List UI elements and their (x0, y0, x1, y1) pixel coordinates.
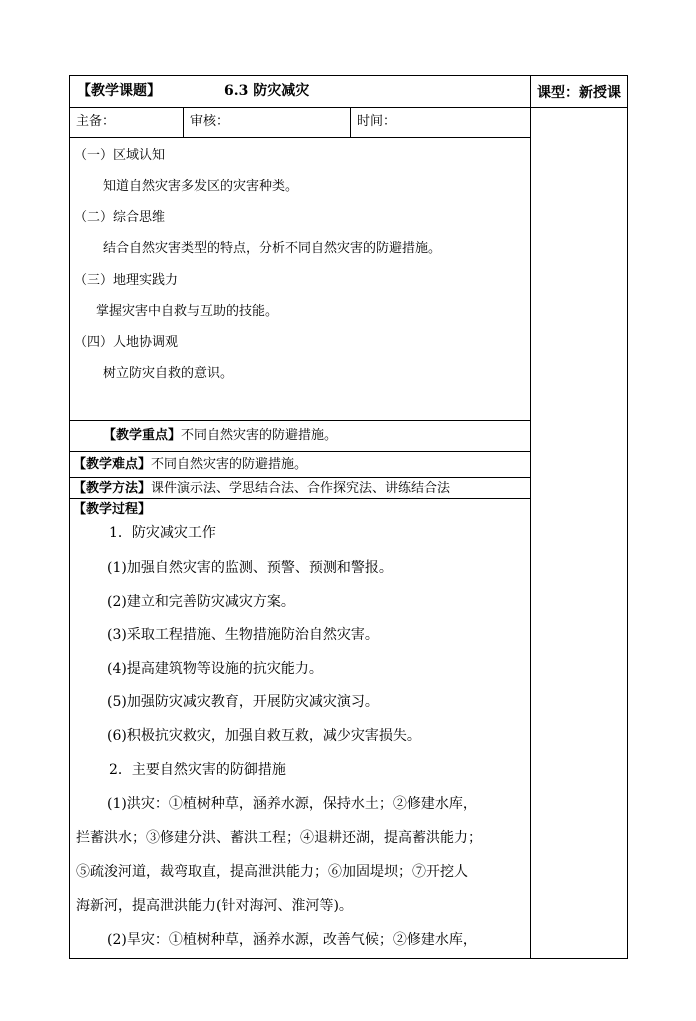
table-rule (69, 451, 530, 452)
table-border-bottom (69, 958, 628, 959)
process-item: (6)积极抗灾救灾，加强自救互救，减少灾害损失。 (107, 728, 421, 744)
objective-text: 掌握灾害中自救与互助的技能。 (96, 304, 279, 319)
process-label: 【教学过程】 (73, 502, 152, 517)
difficulty-text: 不同自然灾害的防避措施。 (151, 457, 308, 472)
table-rule (69, 498, 530, 499)
process-item: (4)提高建筑物等设施的抗灾能力。 (107, 661, 323, 677)
objective-heading: （三）地理实践力 (74, 273, 179, 288)
staff-cell-divider (183, 107, 184, 138)
flood-measures-line: 海新河，提高泄洪能力(针对海河、淮河等)。 (76, 898, 353, 914)
process-item: (3)采取工程措施、生物措施防治自然灾害。 (107, 627, 379, 643)
flood-measures-line: (1)洪灾：①植树种草，涵养水源，保持水土；②修建水库， (107, 796, 477, 812)
table-rule (69, 107, 628, 108)
flood-measures-line: 拦蓄洪水；③修建分洪、蓄洪工程；④退耕还湖，提高蓄洪能力； (76, 830, 482, 846)
section-title: 1．防灾减灾工作 (109, 525, 216, 541)
process-item: (1)加强自然灾害的监测、预警、预测和警报。 (107, 560, 393, 576)
table-rule (69, 420, 530, 421)
lesson-title: 6.3 防灾减灾 (224, 83, 310, 99)
objective-text: 结合自然灾害类型的特点，分析不同自然灾害的防避措施。 (103, 241, 442, 256)
key-point-label: 【教学重点】 (103, 428, 182, 443)
objective-heading: （一）区域认知 (74, 148, 166, 163)
difficulty-label: 【教学难点】 (73, 457, 152, 472)
section-title: 2．主要自然灾害的防御措施 (109, 762, 286, 778)
objective-text: 树立防灾自救的意识。 (103, 366, 234, 381)
flood-measures-line: ⑤疏浚河道，裁弯取直，提高泄洪能力；⑥加固堤坝；⑦开挖人 (76, 864, 468, 880)
method-label: 【教学方法】 (73, 481, 152, 496)
time-label: 时间： (357, 114, 397, 129)
table-column-divider (530, 75, 531, 959)
objective-heading: （四）人地协调观 (74, 335, 179, 350)
method-text: 课件演示法、学思结合法、合作探究法、讲练结合法 (151, 481, 451, 496)
objective-heading: （二）综合思维 (74, 210, 166, 225)
drought-measures-line: (2)旱灾：①植树种草，涵养水源，改善气候；②修建水库， (107, 932, 477, 948)
table-rule (69, 137, 530, 138)
key-point-text: 不同自然灾害的防避措施。 (181, 428, 338, 443)
preparer-label: 主备： (76, 114, 116, 129)
objective-text: 知道自然灾害多发区的灾害种类。 (103, 179, 299, 194)
staff-cell-divider (350, 107, 351, 138)
process-item: (5)加强防灾减灾教育，开展防灾减灾演习。 (107, 694, 379, 710)
process-item: (2)建立和完善防灾减灾方案。 (107, 594, 295, 610)
reviewer-label: 审核： (190, 114, 230, 129)
table-border-right (627, 75, 628, 959)
table-border-left (69, 75, 70, 959)
lesson-title-label: 【教学课题】 (77, 83, 161, 99)
table-border-top (69, 75, 628, 76)
lesson-type: 课型：新授课 (537, 85, 621, 101)
table-rule (69, 477, 530, 478)
